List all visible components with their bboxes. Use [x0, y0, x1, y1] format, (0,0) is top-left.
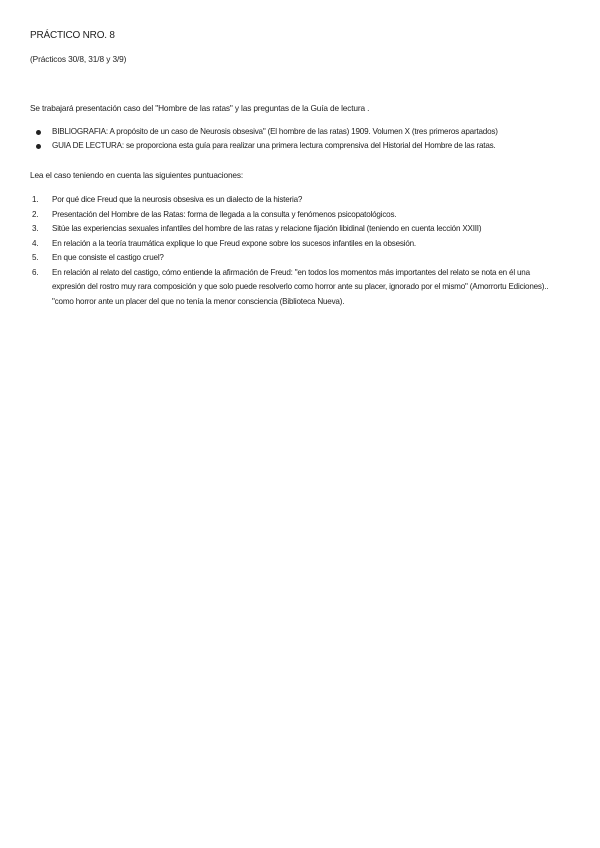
question-text: En relación al relato del castigo, cómo entiende la afirmación de Freud: "en todos los momentos más importantes del relato se nota en él una expresión del rostro muy rara composición y que solo puede resolverlo como horror ante su placer, ignorado por el mismo" (Amorrortu Ediciones).. "como horror ante un placer del que no tenía la menor consciencia (Biblioteca Nueva).: [52, 267, 549, 306]
question-text: Presentación del Hombre de las Ratas: forma de llegada a la consulta y fenómenos psicopatológicos.: [52, 209, 397, 219]
question-item: [30, 266, 550, 310]
question-item: [30, 222, 550, 237]
reading-guide-text: GUIA DE LECTURA: se proporciona esta guía para realizar una primera lectura comprensiva del Historial del Hombre de las ratas.: [52, 141, 496, 150]
question-number: 1.: [32, 195, 39, 204]
question-item: [30, 193, 550, 208]
bibliography-list: [30, 125, 575, 153]
bullet-icon: [36, 144, 41, 149]
document-subtitle: (Prácticos 30/8, 31/8 y 3/9): [30, 54, 127, 64]
bullet-icon: [36, 130, 41, 135]
question-text: En relación a la teoría traumática explique lo que Freud expone sobre los sucesos infantiles en la obsesión.: [52, 238, 416, 248]
question-item: [30, 208, 550, 223]
bibliography-item: [30, 125, 575, 139]
question-text: Sitúe las experiencias sexuales infantiles del hombre de las ratas y relacione fijación libidinal (teniendo en cuenta lección XXIII): [52, 224, 482, 233]
question-number: 2.: [32, 209, 39, 219]
question-text: En que consiste el castigo cruel?: [52, 253, 164, 262]
question-number: 4.: [32, 238, 39, 248]
intro-paragraph: Se trabajará presentación caso del "Hombre de las ratas" y las preguntas de la Guía de lectura .: [30, 103, 370, 113]
instruction-paragraph: Lea el caso teniendo en cuenta las siguientes puntuaciones:: [30, 170, 244, 180]
document-title: PRÁCTICO NRO. 8: [30, 30, 115, 41]
question-number: 5.: [32, 253, 39, 262]
question-item: [30, 237, 550, 252]
question-number: 6.: [32, 267, 39, 277]
question-item: [30, 251, 550, 266]
questions-list: [30, 193, 550, 309]
question-text: Por qué dice Freud que la neurosis obsesiva es un dialecto de la histeria?: [52, 195, 303, 204]
bibliography-text: BIBLIOGRAFIA: A propósito de un caso de Neurosis obsesiva" (El hombre de las ratas) 1909. Volumen X (tres primeros apartados): [52, 127, 498, 136]
question-number: 3.: [32, 224, 39, 233]
reading-guide-item: [30, 139, 575, 153]
